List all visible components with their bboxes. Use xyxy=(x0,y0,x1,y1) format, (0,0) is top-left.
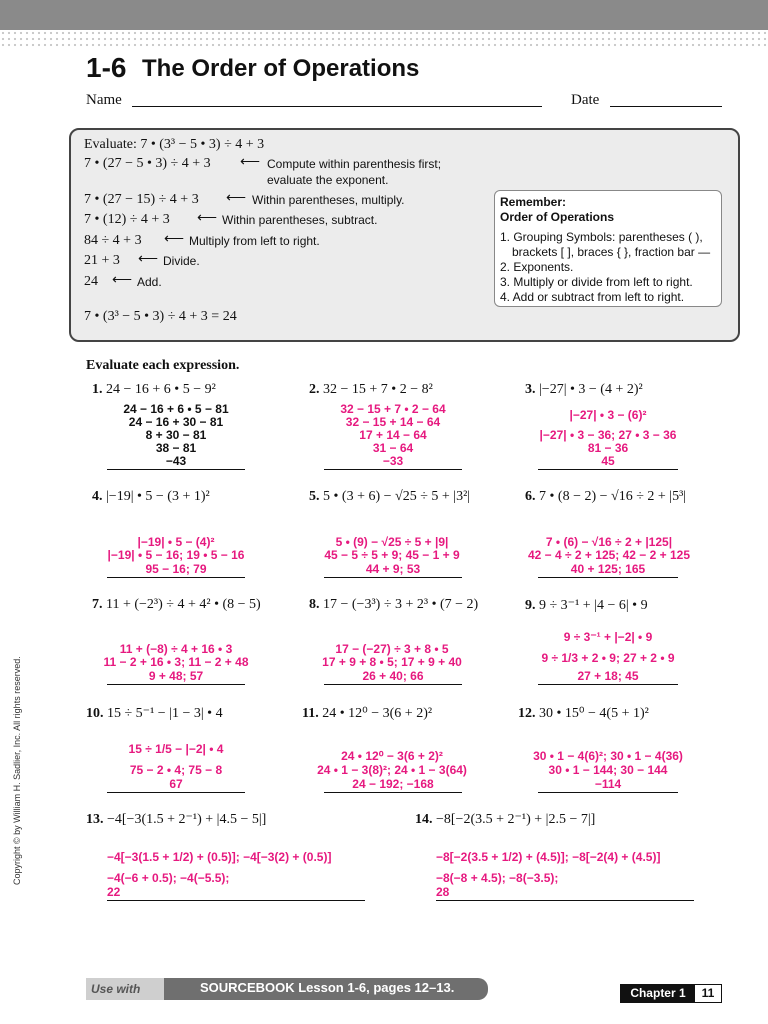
instructions: Evaluate each expression. xyxy=(86,358,240,373)
arrow-icon: ⟵ xyxy=(197,211,218,226)
remember-item: brackets [ ], braces { }, fraction bar — xyxy=(512,245,711,259)
problem-expression: −8[−2(3.5 + 2⁻¹) + |2.5 − 7|] xyxy=(436,812,596,827)
page-number: 11 xyxy=(701,986,715,1000)
answer-line[interactable]: −33 xyxy=(324,454,462,470)
use-with-tab: Use with xyxy=(86,978,164,1000)
problem-expression: 24 • 12⁰ − 3(6 + 2)² xyxy=(322,706,433,721)
date-label: Date xyxy=(571,92,600,108)
problem-number: 14. xyxy=(415,812,433,827)
problem-number: 11. xyxy=(302,706,319,721)
example-line: 84 ÷ 4 + 3 xyxy=(84,233,142,248)
chapter-badge xyxy=(620,984,722,1003)
arrow-icon: ⟵ xyxy=(164,232,185,247)
answer-line[interactable]: 95 − 16; 79 xyxy=(107,562,245,578)
example-note: evaluate the exponent. xyxy=(267,173,389,187)
remember-item: 4. Add or subtract from left to right. xyxy=(500,290,685,304)
example-line: 24 xyxy=(84,274,98,289)
work-line: 24 − 16 + 6 • 5 − 81 xyxy=(123,402,229,416)
problem-11 xyxy=(302,705,432,722)
answer-line[interactable]: 28 xyxy=(436,885,694,901)
problem-10 xyxy=(86,705,223,722)
work-line: 24 • 1 − 3(8)²; 24 • 1 − 3(64) xyxy=(317,763,467,777)
work-line: 15 ÷ 1/5 − |−2| • 4 xyxy=(128,742,224,756)
work-line: −8(−8 + 4.5); −8(−3.5); xyxy=(436,871,559,885)
answer-line[interactable]: 26 + 40; 66 xyxy=(324,669,462,685)
work-line: 7 • (6) − √16 ÷ 2 + |125| xyxy=(545,535,673,549)
work-line: 32 − 15 + 7 • 2 − 64 xyxy=(340,402,446,416)
problem-number: 12. xyxy=(518,706,536,721)
problem-12 xyxy=(518,705,649,722)
example-line: Evaluate: 7 • (3³ − 5 • 3) ÷ 4 + 3 xyxy=(84,137,265,152)
problem-expression: −4[−3(1.5 + 2⁻¹) + |4.5 − 5|] xyxy=(107,812,267,827)
example-note: Multiply from left to right. xyxy=(189,234,320,248)
answer-line[interactable]: 9 + 48; 57 xyxy=(107,669,245,685)
problem-2 xyxy=(309,382,433,398)
work-line: 24 − 16 + 30 − 81 xyxy=(128,415,224,429)
example-result: 7 • (3³ − 5 • 3) ÷ 4 + 3 = 24 xyxy=(84,309,237,324)
answer-line[interactable]: 22 xyxy=(107,885,365,901)
problem-7 xyxy=(92,597,261,613)
example-note: Add. xyxy=(137,275,162,289)
work-line: 11 + (−8) ÷ 4 + 16 • 3 xyxy=(119,642,233,656)
problem-number: 7. xyxy=(92,597,103,612)
problem-4 xyxy=(92,489,210,505)
work-line: 9 ÷ 3⁻¹ + |−2| • 9 xyxy=(563,630,653,644)
problem-expression: 30 • 15⁰ − 4(5 + 1)² xyxy=(539,706,649,721)
work-line: 31 − 64 xyxy=(372,441,414,455)
work-line: −4[−3(1.5 + 1/2) + (0.5)]; −4[−3(2) + (0.5)] xyxy=(107,850,332,864)
work-line: |−19| • 5 − 16; 19 • 5 − 16 xyxy=(107,548,245,562)
arrow-icon: ⟵ xyxy=(226,191,247,206)
problem-expression: |−27| • 3 − (4 + 2)² xyxy=(539,382,643,397)
problem-13 xyxy=(86,811,266,828)
lesson-title: The Order of Operations xyxy=(142,55,420,82)
example-note: Compute within parenthesis first; xyxy=(267,157,442,171)
remember-title: Remember: xyxy=(500,195,567,209)
problem-number: 3. xyxy=(525,382,536,397)
problem-expression: 5 • (3 + 6) − √25 ÷ 5 + |3²| xyxy=(323,489,471,504)
problem-expression: 15 ÷ 5⁻¹ − |1 − 3| • 4 xyxy=(107,706,223,721)
answer-line[interactable]: 45 xyxy=(538,454,678,470)
problem-expression: |−19| • 5 − (3 + 1)² xyxy=(106,489,210,504)
work-line: −4(−6 + 0.5); −4(−5.5); xyxy=(107,871,230,885)
problem-expression: 9 ÷ 3⁻¹ + |4 − 6| • 9 xyxy=(539,598,648,613)
remember-item: 2. Exponents. xyxy=(500,260,574,274)
problem-number: 4. xyxy=(92,489,103,504)
work-line: 30 • 1 − 144; 30 − 144 xyxy=(548,763,668,777)
remember-item: 3. Multiply or divide from left to right. xyxy=(500,275,693,289)
top-bar xyxy=(0,0,768,30)
problem-3 xyxy=(525,382,643,398)
problem-number: 2. xyxy=(309,382,320,397)
dotted-band xyxy=(0,30,768,48)
work-line: 38 − 81 xyxy=(155,441,197,455)
work-line: 9 ÷ 1/3 + 2 • 9; 27 + 2 • 9 xyxy=(541,651,675,665)
work-line: 45 − 5 ÷ 5 + 9; 45 − 1 + 9 xyxy=(324,548,460,562)
name-label: Name xyxy=(86,92,122,108)
remember-subtitle: Order of Operations xyxy=(500,210,615,224)
problem-number: 1. xyxy=(92,382,103,397)
date-field[interactable] xyxy=(610,105,722,107)
chapter-label: Chapter 1 xyxy=(621,985,695,1002)
work-line: |−19| • 5 − (4)² xyxy=(137,535,215,549)
problem-8 xyxy=(309,597,478,613)
work-line: 81 − 36 xyxy=(587,441,629,455)
example-note: Within parentheses, subtract. xyxy=(222,213,378,227)
problem-expression: 7 • (8 − 2) − √16 ÷ 2 + |5³| xyxy=(539,489,687,504)
arrow-icon: ⟵ xyxy=(112,273,133,288)
remember-item: 1. Grouping Symbols: parentheses ( ), xyxy=(500,230,703,244)
answer-line[interactable]: 44 + 9; 53 xyxy=(324,562,462,578)
work-line: 17 + 9 + 8 • 5; 17 + 9 + 40 xyxy=(322,655,462,669)
answer-line[interactable]: 24 − 192; −168 xyxy=(324,777,462,793)
problem-number: 13. xyxy=(86,812,104,827)
problem-expression: 24 − 16 + 6 • 5 − 9² xyxy=(106,382,216,397)
problem-14 xyxy=(415,811,595,828)
example-line: 7 • (12) ÷ 4 + 3 xyxy=(84,212,170,227)
work-line: 75 − 2 • 4; 75 − 8 xyxy=(129,763,223,777)
problem-expression: 17 − (−3³) ÷ 3 + 2³ • (7 − 2) xyxy=(323,597,479,612)
example-line: 21 + 3 xyxy=(84,253,120,268)
work-line: −8[−2(3.5 + 1/2) + (4.5)]; −8[−2(4) + (4.5)] xyxy=(436,850,661,864)
answer-line[interactable]: −114 xyxy=(538,777,678,793)
problem-number: 9. xyxy=(525,598,536,613)
answer-line[interactable]: 40 + 125; 165 xyxy=(538,562,678,578)
problem-number: 5. xyxy=(309,489,320,504)
name-field[interactable] xyxy=(132,105,542,107)
problem-number: 6. xyxy=(525,489,536,504)
sourcebook-reference: SOURCEBOOK Lesson 1-6, pages 12–13. xyxy=(200,980,455,995)
problem-number: 8. xyxy=(309,597,320,612)
work-line: 42 − 4 ÷ 2 + 125; 42 − 2 + 125 xyxy=(527,548,691,562)
work-line: 11 − 2 + 16 • 3; 11 − 2 + 48 xyxy=(103,655,249,669)
work-line: 32 − 15 + 14 − 64 xyxy=(345,415,441,429)
problem-expression: 32 − 15 + 7 • 2 − 8² xyxy=(323,382,433,397)
work-line: 17 − (−27) ÷ 3 + 8 • 5 xyxy=(335,642,449,656)
problem-number: 10. xyxy=(86,706,104,721)
problem-9 xyxy=(525,597,648,614)
answer-line[interactable]: 27 + 18; 45 xyxy=(538,669,678,685)
work-line: 5 • (9) − √25 ÷ 5 + |9| xyxy=(335,535,449,549)
problem-expression: 11 + (−2³) ÷ 4 + 4² • (8 − 5) xyxy=(106,597,261,612)
work-line: |−27| • 3 − 36; 27 • 3 − 36 xyxy=(539,428,677,442)
answer-line[interactable]: 67 xyxy=(107,777,245,793)
work-line: 17 + 14 − 64 xyxy=(359,428,427,442)
arrow-icon: ⟵ xyxy=(240,155,261,170)
example-line: 7 • (27 − 15) ÷ 4 + 3 xyxy=(84,192,199,207)
answer-line[interactable]: −43 xyxy=(107,454,245,470)
work-line: 24 • 12⁰ − 3(6 + 2)² xyxy=(341,749,443,763)
work-line: 30 • 1 − 4(6)²; 30 • 1 − 4(36) xyxy=(533,749,683,763)
problem-6 xyxy=(525,489,686,505)
problem-1 xyxy=(92,382,216,398)
arrow-icon: ⟵ xyxy=(138,252,159,267)
work-line: |−27| • 3 − (6)² xyxy=(569,408,647,422)
problem-5 xyxy=(309,489,470,505)
work-line: 8 + 30 − 81 xyxy=(145,428,207,442)
example-line: 7 • (27 − 5 • 3) ÷ 4 + 3 xyxy=(84,156,211,171)
example-note: Within parentheses, multiply. xyxy=(252,193,405,207)
example-note: Divide. xyxy=(163,254,200,268)
lesson-number: 1-6 xyxy=(86,52,127,83)
copyright-notice: Copyright © by William H. Sadlier, Inc. All rights reserved. xyxy=(12,656,22,885)
